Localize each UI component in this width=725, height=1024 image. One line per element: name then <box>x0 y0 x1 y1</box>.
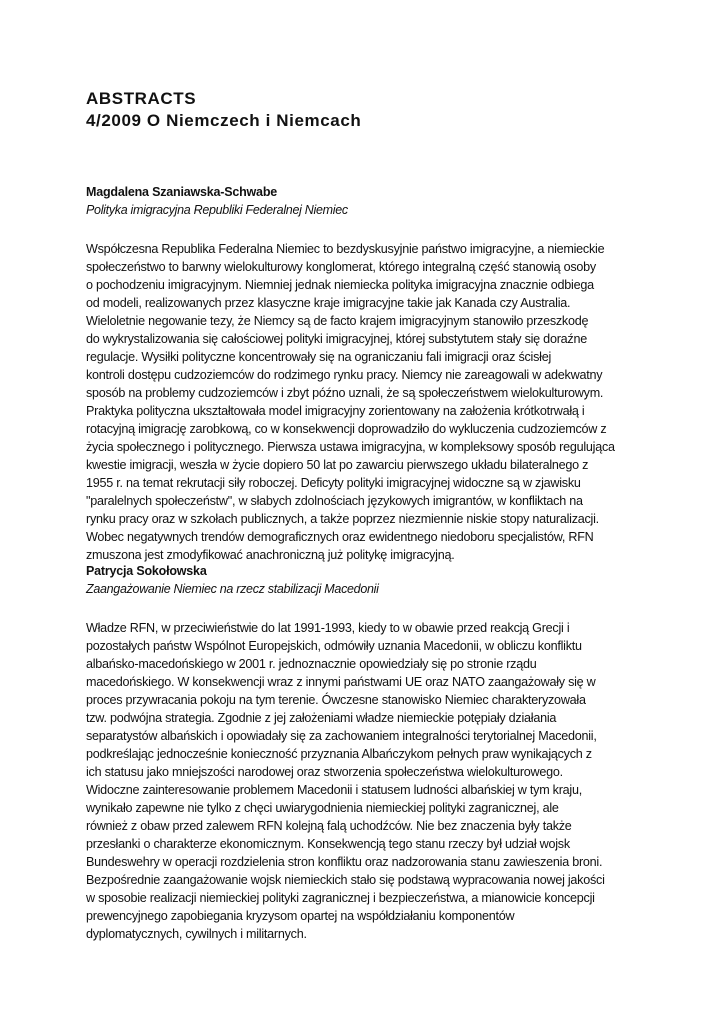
abstract-section <box>86 183 656 564</box>
abstract-line: do wykrystalizowania się całościowej polityki imigracyjnej, której substytutem stały się doraźne <box>86 332 587 346</box>
abstract-line: regulacje. Wysiłki polityczne koncentrowały się na ograniczaniu fali imigracji oraz ścisłej <box>86 350 551 364</box>
abstract-line: prewencyjnego zapobiegania kryzysom opartej na współdziałaniu komponentów <box>86 909 515 923</box>
abstract-line: proces przywracania pokoju na tym terenie. Ówczesne stanowisko Niemiec charakteryzowała <box>86 693 586 707</box>
abstract-line: w sposobie realizacji niemieckiej polityki zagranicznej i bezpieczeństwa, a mianowicie koncepcji <box>86 891 595 905</box>
abstract-line: Bezpośrednie zaangażowanie wojsk niemieckich stało się podstawą wypracowania nowej jakości <box>86 873 605 887</box>
abstract-line: kontroli dostępu cudzoziemców do rodzimego rynku pracy. Niemcy nie zareagowali w adekwatny <box>86 368 603 382</box>
abstract-line: dyplomatycznych, cywilnych i militarnych. <box>86 927 307 941</box>
abstract-line: albańsko-macedońskiego w 2001 r. jednoznacznie opowiedziały się po stronie rządu <box>86 657 537 671</box>
abstract-line: Bundeswehry w operacji rozdzielenia stron konfliktu oraz nadzorowania stanu zawieszenia broni. <box>86 855 603 869</box>
abstract-line: o pochodzeniu imigracyjnym. Niemniej jednak niemiecka polityka imigracyjna znacznie odbiega <box>86 278 594 292</box>
abstract-line: społeczeństwo to barwny wielokulturowy konglomerat, którego integralną część stanowią osoby <box>86 260 596 274</box>
abstract-line: od modeli, realizowanych przez klasyczne kraje imigracyjne takie jak Kanada czy Australia. <box>86 296 571 310</box>
abstract-line: ich statusu jako mniejszości narodowej oraz stworzenia społeczeństwa wielokulturowego. <box>86 765 563 779</box>
abstract-line: rotacyjną imigrację zarobkową, co w konsekwencji doprowadziło do wykluczenia cudzoziemców z <box>86 422 607 436</box>
abstract-line: Praktyka polityczna ukształtowała model imigracyjny zorientowany na założenia krótkotrwałą i <box>86 404 585 418</box>
document-heading <box>86 88 646 132</box>
abstract-line: Widoczne zainteresowanie problemem Macedonii i statusem ludności albańskiej w tym kraju, <box>86 783 582 797</box>
abstract-line: życia społecznego i politycznego. Pierwsza ustawa imigracyjna, w kompleksowy sposób regulująca <box>86 440 615 454</box>
abstract-line: Wobec negatywnych trendów demograficznych oraz ewidentnego niedoboru specjalistów, RFN <box>86 530 594 544</box>
abstract-line: separatystów albańskich i opowiadały się za zachowaniem integralności terytorialnej Macedonii, <box>86 729 597 743</box>
abstract-body <box>86 619 656 943</box>
abstract-author: Magdalena Szaniawska-Schwabe <box>86 185 278 199</box>
abstract-line: 1955 r. na temat rekrutacji siły roboczej. Deficyty polityki imigracyjnej widoczne są w zjawisku <box>86 476 581 490</box>
abstract-title: Polityka imigracyjna Republiki Federalnej Niemiec <box>86 203 348 217</box>
abstract-line: sposób na problemy cudzoziemców i zbyt późno uznali, że są społeczeństwem wielokulturowym. <box>86 386 604 400</box>
abstract-line: Władze RFN, w przeciwieństwie do lat 1991-1993, kiedy to w obawie przed reakcją Grecji i <box>86 621 570 635</box>
abstract-line: Współczesna Republika Federalna Niemiec to bezdyskusyjnie państwo imigracyjne, a niemieckie <box>86 242 605 256</box>
abstract-line: kwestie imigracji, weszła w życie dopiero 50 lat po zawarciu pierwszego układu bilateralnego z <box>86 458 589 472</box>
abstract-line: tzw. podwójna strategia. Zgodnie z jej założeniami władze niemieckie potępiały działania <box>86 711 557 725</box>
heading-issue-title: 4/2009 O Niemczech i Niemcach <box>86 111 362 130</box>
abstract-line: wynikało zapewne nie tylko z chęci uwiarygodnienia niemieckiej polityki zagranicznej, ale <box>86 801 559 815</box>
abstract-author: Patrycja Sokołowska <box>86 564 207 578</box>
abstract-title: Zaangażowanie Niemiec na rzecz stabilizacji Macedonii <box>86 582 379 596</box>
abstract-line: przesłanki o charakterze ekonomicznym. Konsekwencją tego stanu rzeczy był udział wojsk <box>86 837 570 851</box>
abstract-line: Wieloletnie negowanie tezy, że Niemcy są de facto krajem imigracyjnym stanowiło przeszkodę <box>86 314 589 328</box>
abstract-line: pozostałych państw Wspólnot Europejskich, odmówiły uznania Macedonii, w obliczu konfliktu <box>86 639 582 653</box>
abstract-line: rynku pracy oraz w szkołach publicznych, a także poprzez niezmiennie niskie stopy naturalizacji. <box>86 512 599 526</box>
abstract-line: "paralelnych społeczeństw", w słabych zdolnościach językowych imigrantów, w konfliktach na <box>86 494 583 508</box>
abstract-body <box>86 240 656 564</box>
abstract-section <box>86 562 656 943</box>
abstract-line: również z obaw przed zalewem RFN kolejną falą uchodźców. Nie bez znaczenia były także <box>86 819 572 833</box>
abstract-line: podkreślając jednocześnie konieczność przyznania Albańczykom pełnych praw wynikających z <box>86 747 592 761</box>
abstract-line: zmuszona jest zmodyfikować anachroniczną już politykę imigracyjną. <box>86 548 455 562</box>
heading-abstracts: ABSTRACTS <box>86 89 197 108</box>
abstract-line: macedońskiego. W konsekwencji wraz z innymi państwami UE oraz NATO zaangażowały się w <box>86 675 596 689</box>
